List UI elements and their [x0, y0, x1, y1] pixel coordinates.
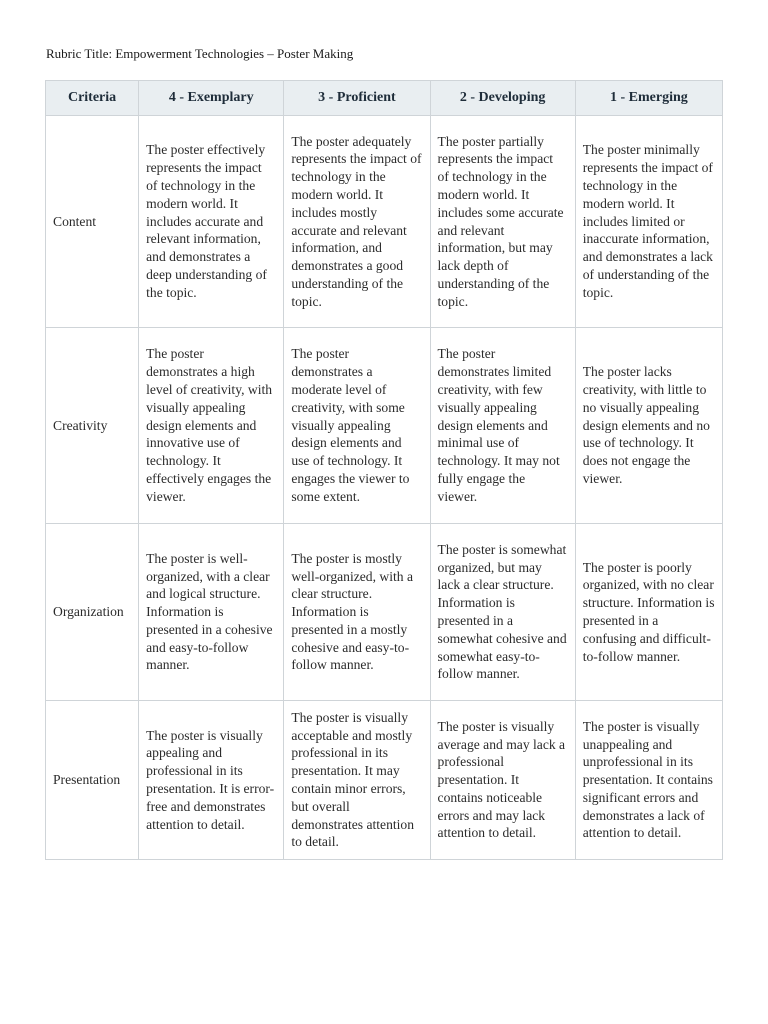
table-cell: The poster is mostly well-organized, with a clear structure. Information is presented in a mostly cohesive and easy-to-follow manner. [284, 524, 430, 701]
table-cell: The poster is visually unappealing and unprofessional in its presentation. It contains significant errors and demonstrates a lack of attention to detail. [575, 701, 722, 860]
criteria-content: Content [46, 116, 139, 328]
table-header-row [46, 81, 723, 116]
header-exemplary: 4 - Exemplary [139, 81, 284, 116]
document-title: Rubric Title: Empowerment Technologies – Poster Making [46, 46, 354, 61]
criteria-organization: Organization [46, 524, 139, 701]
table-cell: The poster is somewhat organized, but may lack a clear structure. Information is presented in a somewhat cohesive and somewhat easy-to-follow manner. [430, 524, 575, 701]
table-cell: The poster is well-organized, with a clear and logical structure. Information is presented in a cohesive and easy-to-follow manner. [139, 524, 284, 701]
table-row-organization [46, 524, 723, 701]
table-cell: The poster demonstrates a moderate level of creativity, with some visually appealing design elements and use of technology. It engages the viewer to some extent. [284, 328, 430, 524]
header-criteria: Criteria [46, 81, 139, 116]
table-cell: The poster is visually average and may lack a professional presentation. It contains noticeable errors and may lack attention to detail. [430, 701, 575, 860]
rubric-table [45, 80, 723, 860]
table-row-presentation [46, 701, 723, 860]
table-cell: The poster effectively represents the impact of technology in the modern world. It includes accurate and relevant information, and demonstrates a deep understanding of the topic. [139, 116, 284, 328]
table-cell: The poster is poorly organized, with no clear structure. Information is presented in a confusing and difficult-to-follow manner. [575, 524, 722, 701]
table-cell: The poster is visually acceptable and mostly professional in its presentation. It may contain minor errors, but overall demonstrates attention to detail. [284, 701, 430, 860]
table-cell: The poster is visually appealing and professional in its presentation. It is error-free and demonstrates attention to detail. [139, 701, 284, 860]
header-developing: 2 - Developing [430, 81, 575, 116]
table-row-creativity [46, 328, 723, 524]
table-cell: The poster demonstrates limited creativity, with few visually appealing design elements and minimal use of technology. It may not fully engage the viewer. [430, 328, 575, 524]
criteria-creativity: Creativity [46, 328, 139, 524]
criteria-presentation: Presentation [46, 701, 139, 860]
table-row-content [46, 116, 723, 328]
table-cell: The poster adequately represents the impact of technology in the modern world. It includes mostly accurate and relevant information, and demonstrates a good understanding of the topic. [284, 116, 430, 328]
header-emerging: 1 - Emerging [575, 81, 722, 116]
table-cell: The poster lacks creativity, with little to no visually appealing design elements and no use of technology. It does not engage the viewer. [575, 328, 722, 524]
table-cell: The poster partially represents the impact of technology in the modern world. It includes some accurate and relevant information, but may lack depth of understanding of the topic. [430, 116, 575, 328]
table-cell: The poster minimally represents the impact of technology in the modern world. It includes limited or inaccurate information, and demonstrates a lack of understanding of the topic. [575, 116, 722, 328]
table-cell: The poster demonstrates a high level of creativity, with visually appealing design elements and innovative use of technology. It effectively engages the viewer. [139, 328, 284, 524]
header-proficient: 3 - Proficient [284, 81, 430, 116]
